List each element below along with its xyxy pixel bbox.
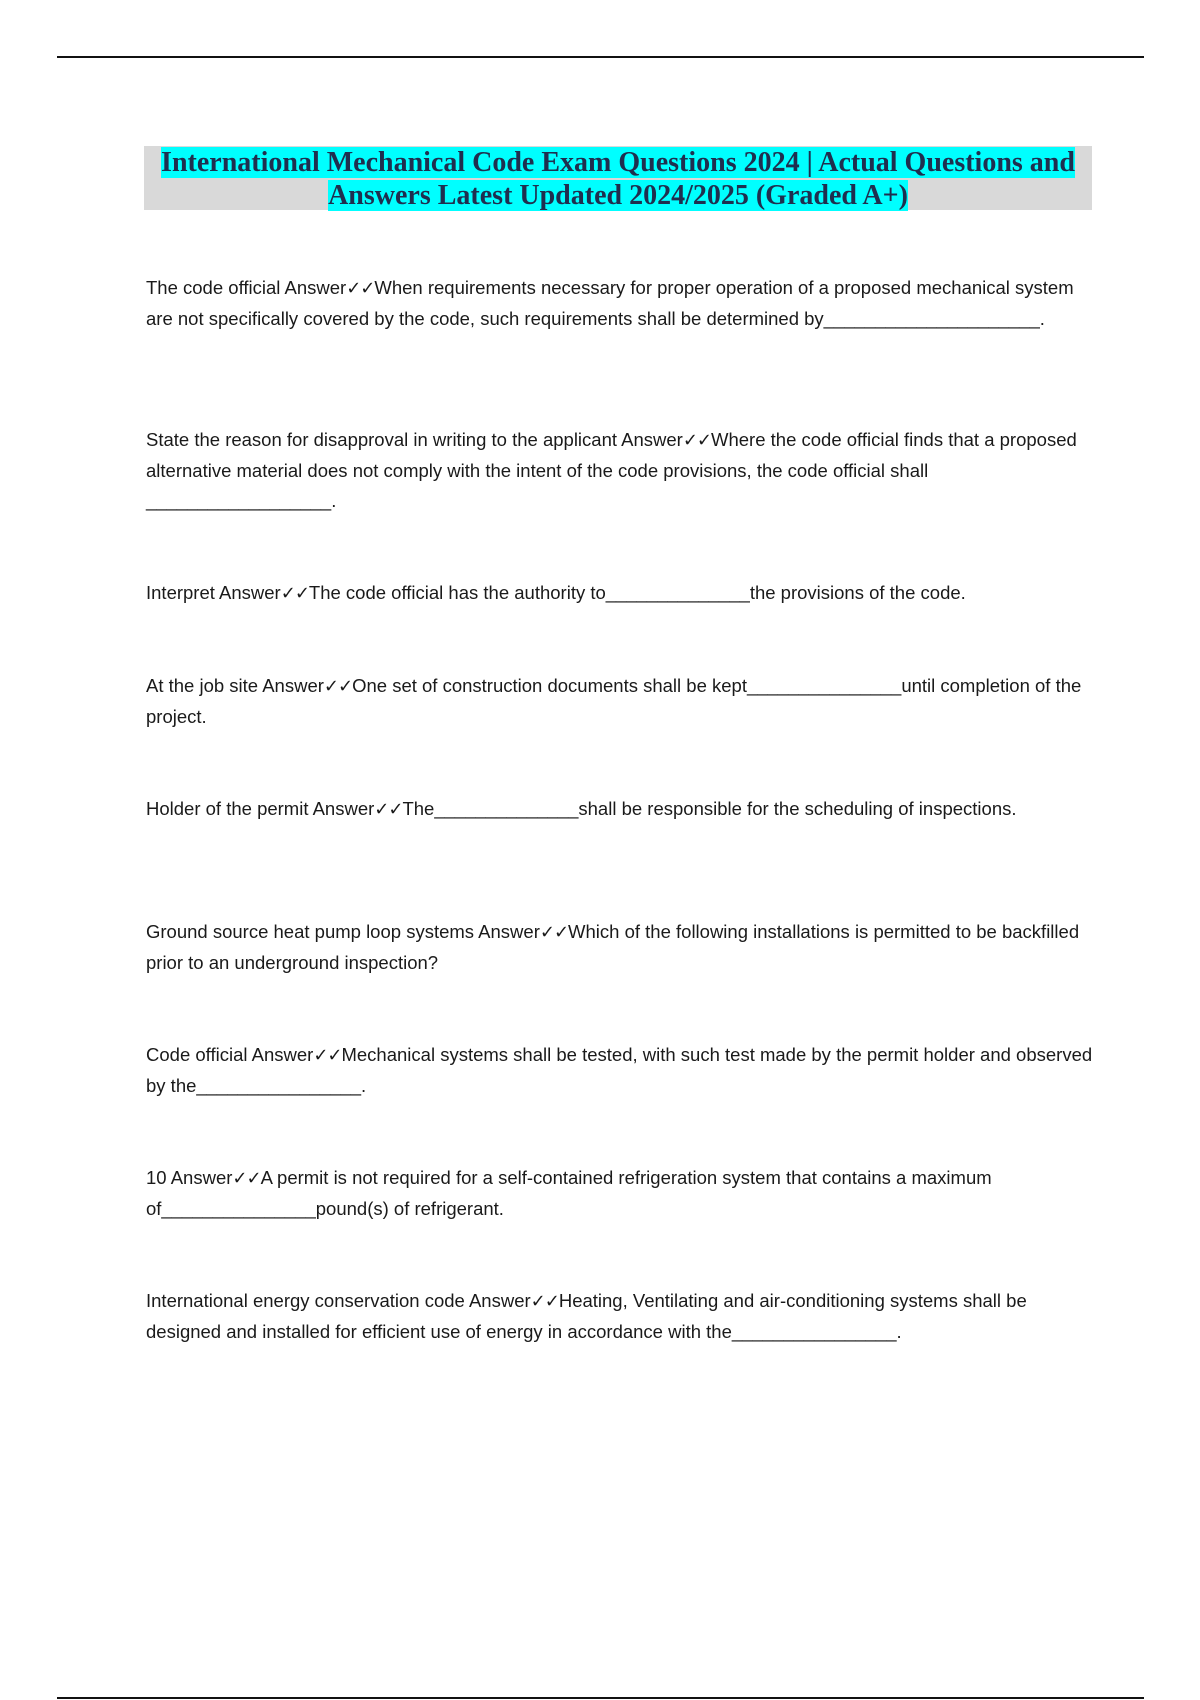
answer-label: Answer [219,582,281,603]
question-text: Heating, Ventilating and air-conditioning systems shall be designed and installed for efficient use of energy in accordance with the________________. [146,1290,1027,1342]
question-text: When requirements necessary for proper operation of a proposed mechanical system are not specifically covered by the code, such requirements shall be determined by_____________________. [146,277,1074,329]
double-check-icon: ✓✓ [313,1045,342,1066]
qa-entry-4 [146,671,1096,732]
bottom-rule [57,1697,1144,1699]
double-check-icon: ✓✓ [530,1291,559,1312]
answer-term: 10 [146,1167,167,1188]
answer-label: Answer [468,1290,531,1311]
double-check-icon: ✓✓ [280,583,309,604]
question-text: One set of construction documents shall be kept_______________until completion of the project. [146,675,1082,727]
qa-entry-5 [146,794,1096,825]
answer-label: Answer [312,798,375,819]
qa-entry-2 [146,425,1096,516]
double-check-icon: ✓✓ [232,1168,261,1189]
answer-label: Answer [262,675,324,696]
answer-label: Answer [621,429,683,450]
double-check-icon: ✓✓ [346,278,375,299]
top-rule [57,56,1144,58]
title-line-2: Answers Latest Updated 2024/2025 (Graded A+) [328,180,908,211]
question-text: The code official has the authority to______________the provisions of the code. [308,582,966,603]
question-text: Which of the following installations is permitted to be backfilled prior to an underground inspection? [146,921,1080,973]
double-check-icon: ✓✓ [539,922,569,943]
double-check-icon: ✓✓ [682,430,712,451]
double-check-icon: ✓✓ [323,676,353,697]
answer-label: Answer [170,1167,233,1188]
answer-term: Ground source heat pump loop systems [146,921,475,942]
answer-term: At the job site [146,675,259,696]
document-title [144,146,1092,212]
answer-term: Holder of the permit [146,798,309,819]
qa-entry-1 [146,273,1096,334]
answer-term: International energy conservation code [146,1290,465,1311]
answer-label: Answer [284,277,347,298]
question-text: The______________shall be responsible for the scheduling of inspections. [402,798,1017,819]
qa-entry-9 [146,1286,1096,1347]
double-check-icon: ✓✓ [374,799,403,820]
question-text: A permit is not required for a self-contained refrigeration system that contains a maximum of_______________pound(s) of refrigerant. [146,1167,992,1219]
answer-label: Answer [251,1044,314,1065]
qa-entry-7 [146,1040,1096,1101]
answer-term: State the reason for disapproval in writing to the applicant [146,429,618,450]
qa-entry-6 [146,917,1096,978]
question-text: Mechanical systems shall be tested, with such test made by the permit holder and observed by the________________. [146,1044,1093,1096]
qa-entry-3 [146,578,1096,609]
answer-term: Code official [146,1044,248,1065]
title-line-1: International Mechanical Code Exam Questions 2024 | Actual Questions and [161,147,1075,178]
qa-entry-8 [146,1163,1096,1224]
answer-term: Interpret [146,582,215,603]
question-text: Where the code official finds that a proposed alternative material does not comply with the intent of the code provisions, the code official shall __________________. [146,429,1077,511]
answer-term: The code official [146,277,281,298]
answer-label: Answer [478,921,540,942]
